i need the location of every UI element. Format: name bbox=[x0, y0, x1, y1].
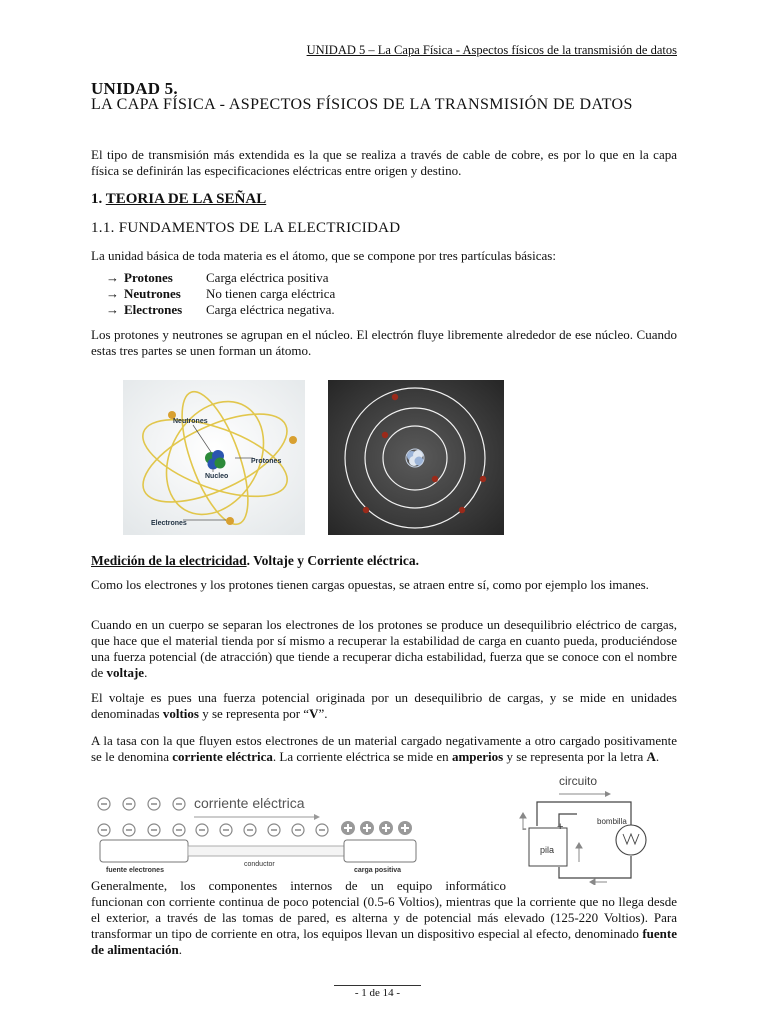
particle-item-electrones bbox=[106, 302, 335, 318]
electron-dot bbox=[226, 517, 234, 525]
bulb-icon bbox=[616, 825, 646, 855]
particle-item-protones bbox=[106, 270, 328, 286]
sink-block bbox=[344, 840, 416, 862]
label-electrones: Electrones bbox=[151, 520, 187, 527]
atom-diagram-labeled bbox=[123, 380, 305, 535]
plus-sign: + bbox=[557, 821, 564, 833]
label-neutrones: Neutrones bbox=[173, 418, 208, 425]
sink-label: carga positiva bbox=[354, 867, 402, 874]
current-bold-corriente: corriente eléctrica bbox=[172, 749, 273, 764]
section-title: TEORIA DE LA SEÑAL bbox=[105, 191, 267, 207]
intro-paragraph: El tipo de transmisión más extendida es la que se realiza a través de cable de cobre, es por lo que en la capa física se definirán las especificaciones eléctricas entre origen y destino. bbox=[91, 147, 677, 178]
measurement-heading bbox=[91, 553, 419, 569]
particle-name: Protones bbox=[124, 270, 173, 285]
section-heading-1-1: 1.1. FUNDAMENTOS DE LA ELECTRICIDAD bbox=[91, 220, 401, 236]
imbalance-text: Cuando en un cuerpo se separan los electrones de los protones se produce un desequilibrio eléctrico de cargas, que hace que el material tienda por sí mismo a recuperar la estabilidad de carga en cuanto pueda, produciéndose una fuerza potencial (de atracción) que tiende a recuperar dicha estabilidad, fuerza que se conoce con el nombre de bbox=[91, 617, 677, 680]
section-number: 1. bbox=[91, 191, 103, 207]
arrow-icon: → bbox=[106, 302, 119, 317]
electron-dot bbox=[480, 476, 486, 482]
current-label: corriente eléctrica bbox=[194, 795, 305, 811]
particle-desc: Carga eléctrica negativa. bbox=[206, 302, 335, 317]
circuit-title: circuito bbox=[559, 774, 598, 788]
section-heading-1 bbox=[91, 191, 266, 208]
voltage-bold-v: V bbox=[309, 706, 319, 721]
unit-title: UNIDAD 5. bbox=[91, 79, 178, 98]
voltage-text: El voltaje es pues una fuerza potencial originada por un desequilibrio de cargas, y se mide en unidades denominadas bbox=[91, 690, 677, 721]
electron-symbols-middle bbox=[98, 824, 328, 836]
general-paragraph bbox=[91, 894, 677, 958]
arrow-icon: → bbox=[106, 286, 119, 301]
electron-dot bbox=[382, 432, 388, 438]
label-protones: Protones bbox=[251, 458, 282, 465]
current-paragraph bbox=[91, 733, 677, 765]
current-text-mid: . La corriente eléctrica se mide en bbox=[272, 749, 452, 764]
source-label: fuente electrones bbox=[106, 867, 164, 874]
current-bold-a: A bbox=[646, 749, 656, 764]
general-text: funcionan con corriente continua de poco potencial (0.5-6 Voltios), mientras que la corriente que no llega desde el exterior, a través de las tomas de pared, es alterna y de potencial más elevado (125-220 Voltios). Para transformar un tipo de corriente en otra, los equipos llevan un dispositivo especial al efecto, denominado bbox=[91, 894, 677, 941]
imbalance-end: . bbox=[144, 665, 148, 680]
voltage-text-mid: y se representa por “ bbox=[198, 706, 310, 721]
minus-sign: - bbox=[523, 823, 527, 835]
particle-name: Neutrones bbox=[124, 286, 181, 301]
imbalance-bold: voltaje bbox=[106, 665, 145, 680]
atom-diagram-dark bbox=[328, 380, 504, 535]
electron-dot bbox=[289, 436, 297, 444]
battery-label: pila bbox=[540, 845, 555, 855]
electron-symbols-top bbox=[98, 798, 185, 810]
current-flow-diagram bbox=[92, 790, 424, 876]
measurement-heading-rest: . Voltaje y Corriente eléctrica. bbox=[246, 553, 420, 568]
proton-symbols bbox=[341, 821, 412, 835]
label-nucleo: Nucleo bbox=[205, 473, 229, 480]
current-text-mid2: y se representa por la letra bbox=[503, 749, 647, 764]
voltage-bold-voltios: voltios bbox=[162, 706, 199, 721]
general-paragraph-line1: Generalmente, los componentes internos de un equipo informático bbox=[91, 878, 506, 893]
arrow-head-icon bbox=[314, 814, 320, 820]
electron-dot bbox=[392, 394, 398, 400]
nucleus-icon bbox=[406, 449, 424, 467]
running-header: UNIDAD 5 – La Capa Física - Aspectos físicos de la transmisión de datos bbox=[306, 43, 677, 57]
atom-intro-paragraph: La unidad básica de toda materia es el átomo, que se compone por tres partículas básicas: bbox=[91, 248, 556, 263]
measurement-heading-underlined: Medición de la electricidad bbox=[91, 553, 247, 568]
conductor-label: conductor bbox=[244, 861, 275, 868]
source-block bbox=[100, 840, 188, 862]
general-text-end: . bbox=[178, 942, 182, 957]
current-text: A la tasa con la que fluyen estos electrones de un material cargado negativamente a otro cargado positivamente se le denomina bbox=[91, 733, 677, 764]
arrow-icon: → bbox=[106, 270, 119, 285]
particle-desc: Carga eléctrica positiva bbox=[206, 270, 329, 285]
general-bold-fuente: fuente de alimentación bbox=[91, 926, 677, 957]
footer-rule bbox=[334, 985, 421, 986]
unit-subtitle: LA CAPA FÍSICA - ASPECTOS FÍSICOS DE LA TRANSMISIÓN DE DATOS bbox=[91, 96, 633, 113]
particle-item-neutrones bbox=[106, 286, 335, 302]
voltage-paragraph bbox=[91, 690, 677, 722]
electron-dot bbox=[363, 507, 369, 513]
electron-dot bbox=[432, 476, 438, 482]
voltage-text-end: ”. bbox=[318, 706, 328, 721]
nucleus-paragraph: Los protones y neutrones se agrupan en el núcleo. El electrón fluye libremente alrededor de ese núcleo. Cuando estas tres partes se unen forman un átomo. bbox=[91, 327, 677, 358]
particle-desc: No tienen carga eléctrica bbox=[206, 286, 336, 301]
bulb-label: bombilla bbox=[597, 817, 627, 826]
conductor-wire bbox=[188, 846, 344, 856]
magnets-paragraph: Como los electrones y los protones tienen cargas opuestas, se atraen entre sí, como por ejemplo los imanes. bbox=[91, 577, 649, 592]
circuit-diagram bbox=[515, 770, 655, 885]
particle-name: Electrones bbox=[124, 302, 183, 317]
current-text-end: . bbox=[655, 749, 660, 764]
electron-dot bbox=[459, 507, 465, 513]
imbalance-paragraph bbox=[91, 617, 677, 681]
arrow-head-icon bbox=[605, 791, 611, 797]
page-number: - 1 de 14 - bbox=[354, 987, 401, 999]
current-bold-amperios: amperios bbox=[451, 749, 504, 764]
